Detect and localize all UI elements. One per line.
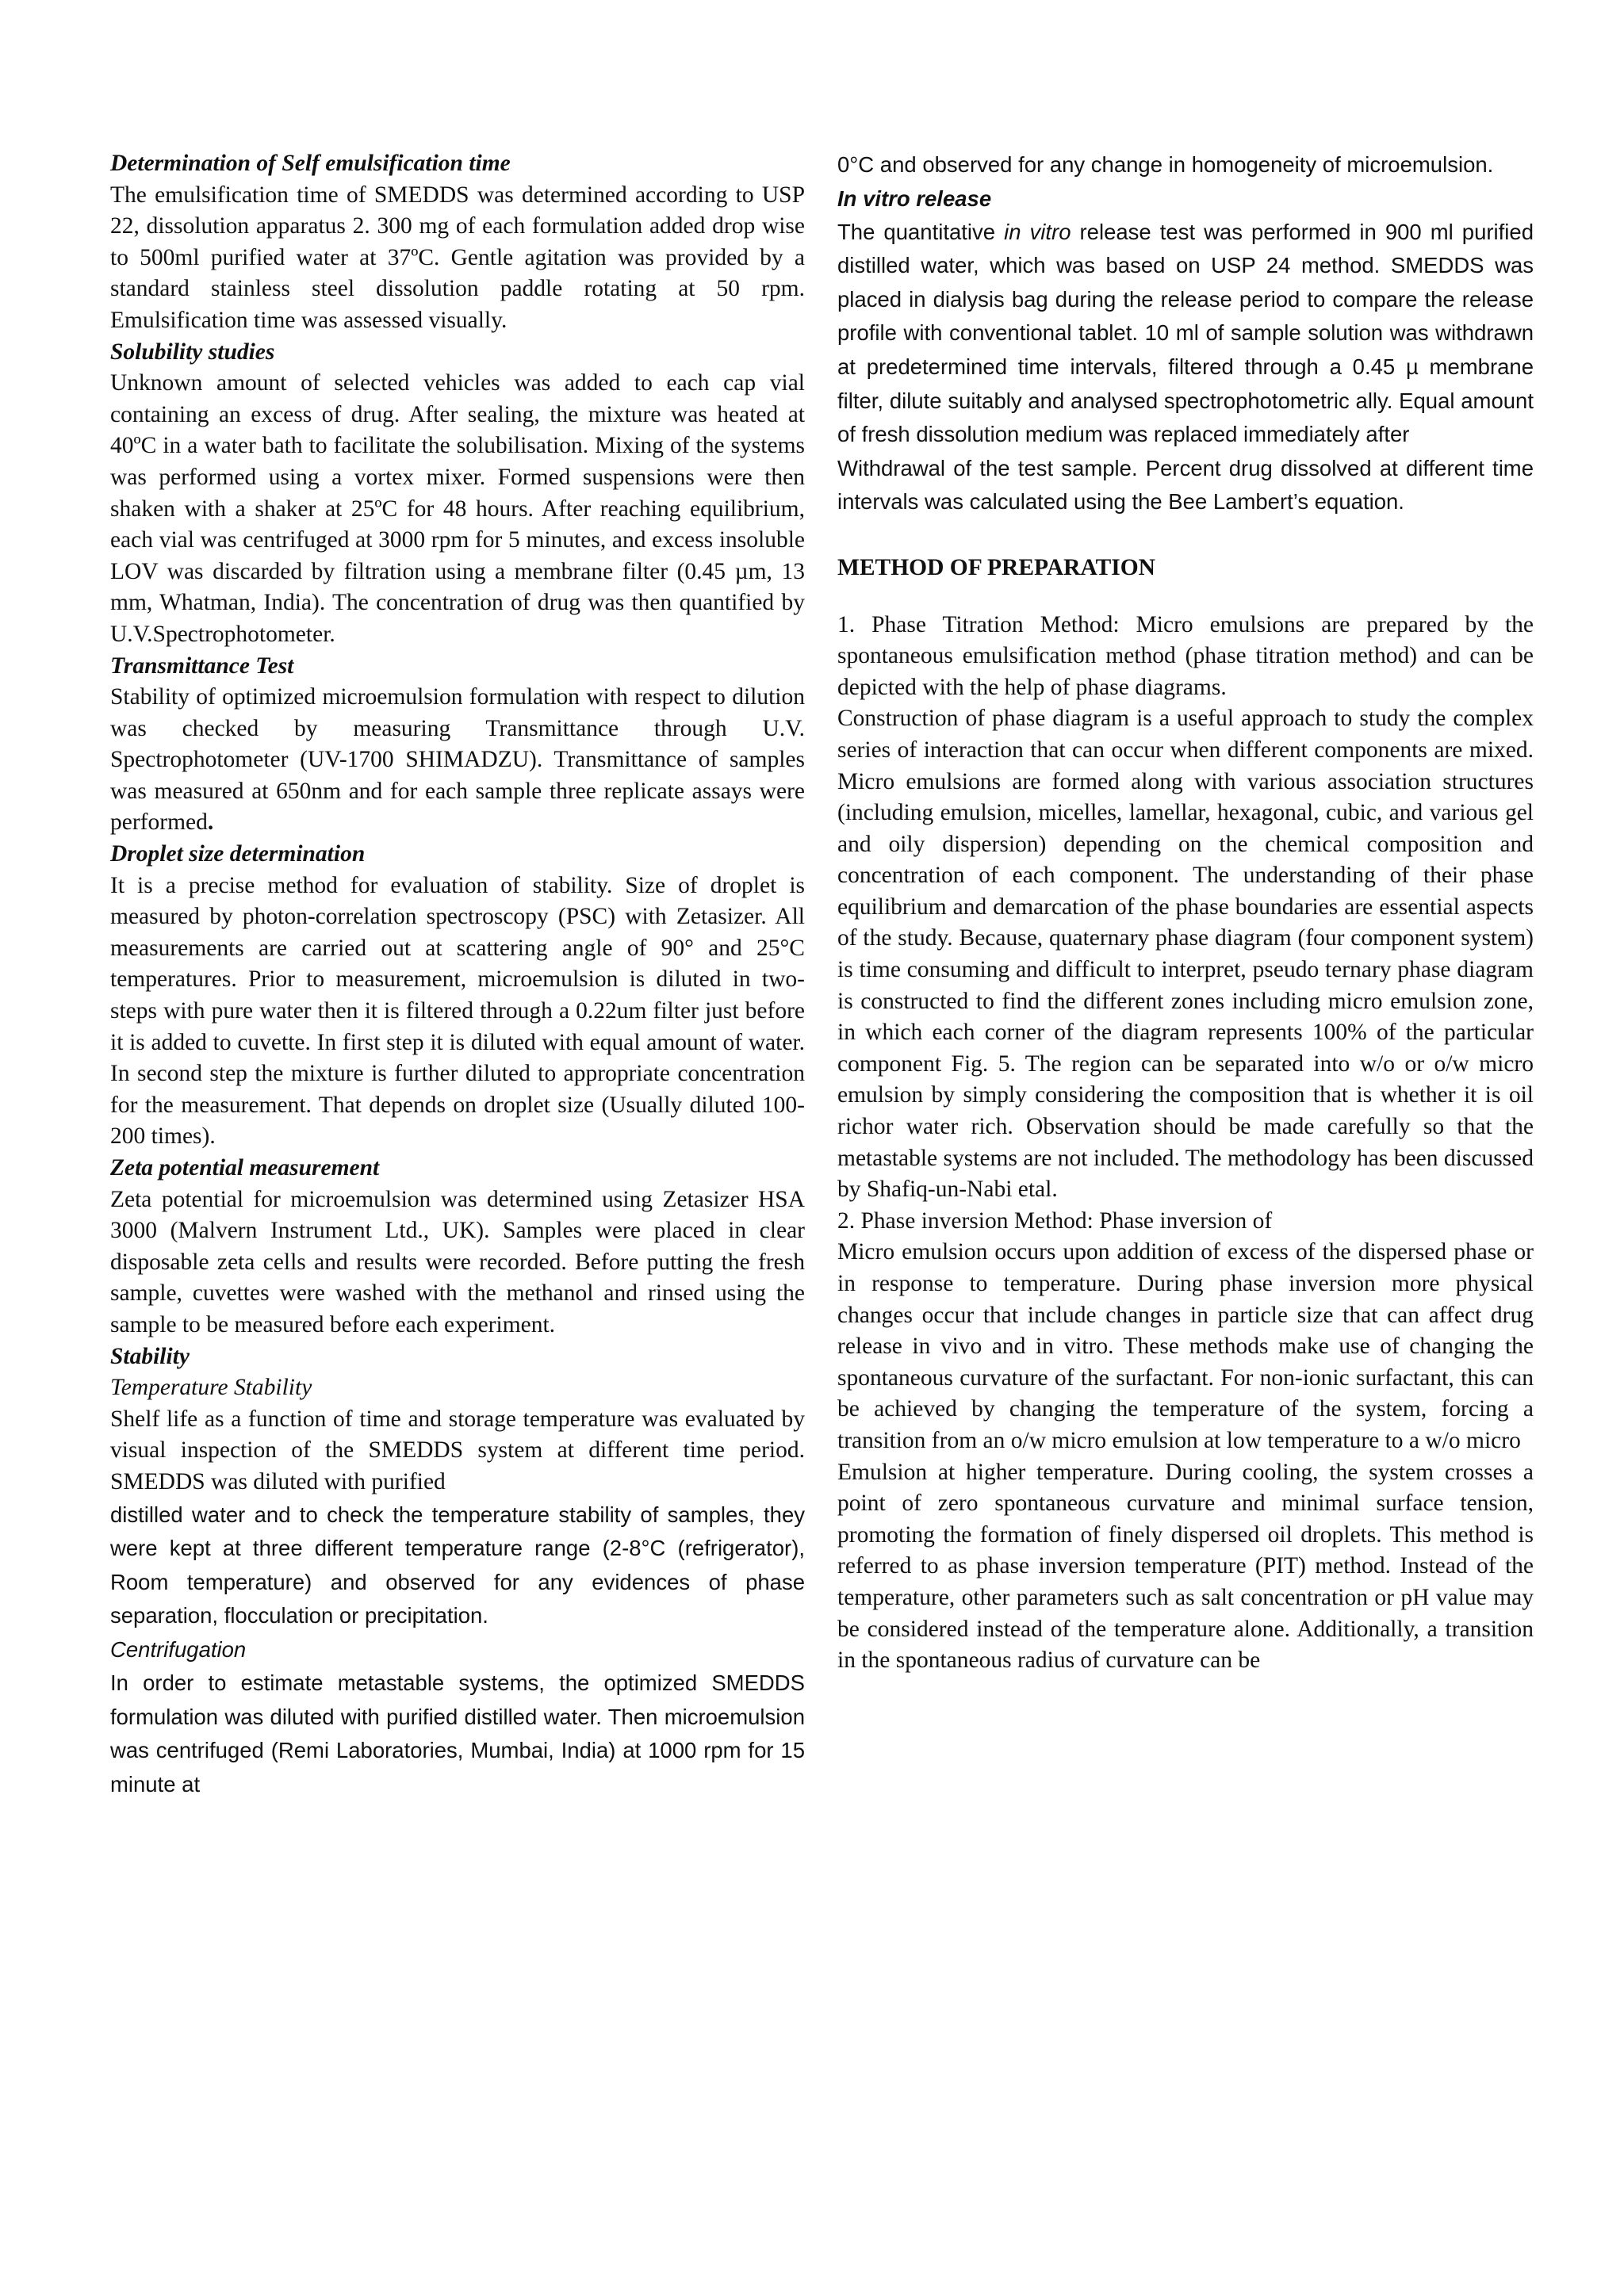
method-p1: 1. Phase Titration Method: Micro emulsions are prepared by the spontaneous emulsification method (phase titration method) and can be depicted with the help of phase diagrams.: [837, 611, 1534, 700]
solubility-heading: Solubility studies: [110, 339, 275, 365]
right-column: [837, 148, 1534, 1677]
in-vitro-italic: in vitro: [1004, 219, 1071, 244]
zeta-body: Zeta potential for microemulsion was determined using Zetasizer HSA 3000 (Malvern Instrument Ltd., UK). Samples were placed in clear disposable zeta cells and results were recorded. Before putting the fresh sample, cuvettes were washed with the methanol and rinsed using the sample to be measured before each experiment.: [110, 1186, 805, 1337]
centrifugation-heading: Centrifugation: [110, 1636, 247, 1662]
centrifugation-continued: 0°C and observed for any change in homogeneity of microemulsion.: [837, 152, 1494, 177]
transmittance-heading: Transmittance Test: [110, 652, 294, 679]
centrifugation-body: In order to estimate metastable systems, the optimized SMEDDS formulation was diluted with purified distilled water. Then microemulsion was centrifuged (Remi Laboratories, Mumbai, India) at 1000 rpm for 15 minute at: [110, 1670, 805, 1797]
left-column: [110, 148, 805, 1801]
emulsification-body: The emulsification time of SMEDDS was determined according to USP 22, dissolution apparatus 2. 300 mg of each formulation added drop wise to 500ml purified water at 37ºC. Gentle agitation was provided by a standard stainless steel dissolution paddle rotating at 50 rpm. Emulsification time was assessed visually.: [110, 182, 805, 333]
method-heading: METHOD OF PREPARATION: [837, 554, 1155, 580]
method-p4: Micro emulsion occurs upon addition of excess of the dispersed phase or in response to temperature. During phase inversion more physical changes occur that include changes in particle size that can affect drug release in vivo and in vitro. These methods make use of changing the spontaneous curvature of the surfactant. For non-ionic surfactant, this can be achieved by changing the temperature of the system, forcing a transition from an o/w micro emulsion at low temperature to a w/o micro: [837, 1239, 1534, 1453]
in-vitro-heading: In vitro release: [837, 186, 992, 211]
emulsification-heading: Determination of Self emulsification time: [110, 151, 511, 176]
method-p3: 2. Phase inversion Method: Phase inversion of: [837, 1207, 1273, 1234]
stability-body-serif: Shelf life as a function of time and storage temperature was evaluated by visual inspection of the SMEDDS system at different time period. SMEDDS was diluted with purified: [110, 1406, 805, 1494]
method-p2: Construction of phase diagram is a useful approach to study the complex series of interaction that can occur when different components are mixed. Micro emulsions are formed along with various association structures (including emulsion, micelles, lamellar, hexagonal, cubic, and various gel and oily dispersion) depending on the chemical composition and concentration of each component. The understanding of their phase equilibrium and demarcation of the phase boundaries are essential aspects of the study. Because, quaternary phase diagram (four component system) is time consuming and difficult to interpret, pseudo ternary phase diagram is constructed to find the different zones including micro emulsion zone, in which each corner of the diagram represents 100% of the particular component Fig. 5. The region can be separated into w/o or o/w micro emulsion by simply considering the composition that is whether it is oil richor water rich. Observation should be made carefully so that the metastable systems are not included. The methodology has been discussed by Shafiq-un-Nabi etal.: [837, 706, 1534, 1203]
in-vitro-body-last: Withdrawal of the test sample. Percent drug dissolved at different time intervals was calculated using the Bee Lambert’s equation.: [837, 455, 1534, 515]
method-p5: Emulsion at higher temperature. During cooling, the system crosses a point of zero spontaneous curvature and minimal surface tension, promoting the formation of finely dispersed oil droplets. This method is referred to as phase inversion temperature (PIT) method. Instead of the temperature, other parameters such as salt concentration or pH value may be considered instead of the temperature alone. Additionally, a transition in the spontaneous radius of curvature can be: [837, 1459, 1534, 1674]
in-vitro-post: release test was performed in 900 ml purified distilled water, which was based on USP 24 method. SMEDDS was placed in dialysis bag during the release period to compare the release profile with conventional tablet. 10 ml of sample solution was withdrawn at predetermined time intervals, filtered through a 0.45 µ membrane filter, dilute suitably and analysed spectrophotometric ally. Equal amount of fresh dissolution medium was replaced immediately after: [837, 219, 1534, 447]
transmittance-end: .: [207, 809, 214, 836]
droplet-heading: Droplet size determination: [110, 841, 366, 867]
transmittance-text: Stability of optimized microemulsion formulation with respect to dilution was checked by measuring Transmittance through U.V. Spectrophotometer (UV-1700 SHIMADZU). Transmittance of samples was measured at 650nm and for each sample three replicate assays were performed: [110, 684, 805, 836]
droplet-body: It is a precise method for evaluation of stability. Size of droplet is measured by photon-correlation spectroscopy (PSC) with Zetasizer. All measurements are carried out at scattering angle of 90° and 25°C temperatures. Prior to measurement, microemulsion is diluted in two-steps with pure water then it is filtered through a 0.22um filter just before it is added to cuvette. In first step it is diluted with equal amount of water. In second step the mixture is further diluted to appropriate concentration for the measurement. That depends on droplet size (Usually diluted 100-200 times).: [110, 872, 805, 1150]
stability-body-sans: distilled water and to check the temperature stability of samples, they were kept at three different temperature range (2-8°C (refrigerator), Room temperature) and observed for any evidences of phase separation, flocculation or precipitation.: [110, 1502, 805, 1628]
transmittance-body: [110, 682, 805, 839]
zeta-heading: Zeta potential measurement: [110, 1155, 380, 1181]
solubility-body: Unknown amount of selected vehicles was added to each cap vial containing an excess of drug. After sealing, the mixture was heated at 40ºC in a water bath to facilitate the solubilisation. Mixing of the systems was performed using a vortex mixer. Formed suspensions were then shaken with a shaker at 25ºC for 48 hours. After reaching equilibrium, each vial was centrifuged at 3000 rpm for 5 minutes, and excess insoluble LOV was discarded by filtration using a membrane filter (0.45 µm, 13 mm, Whatman, India). The concentration of drug was then quantified by U.V.Spectrophotometer.: [110, 370, 805, 647]
stability-heading: Stability: [110, 1343, 190, 1369]
in-vitro-body: [837, 216, 1534, 452]
temperature-stability-subheading: Temperature Stability: [110, 1375, 312, 1401]
in-vitro-pre: The quantitative: [837, 219, 1005, 244]
